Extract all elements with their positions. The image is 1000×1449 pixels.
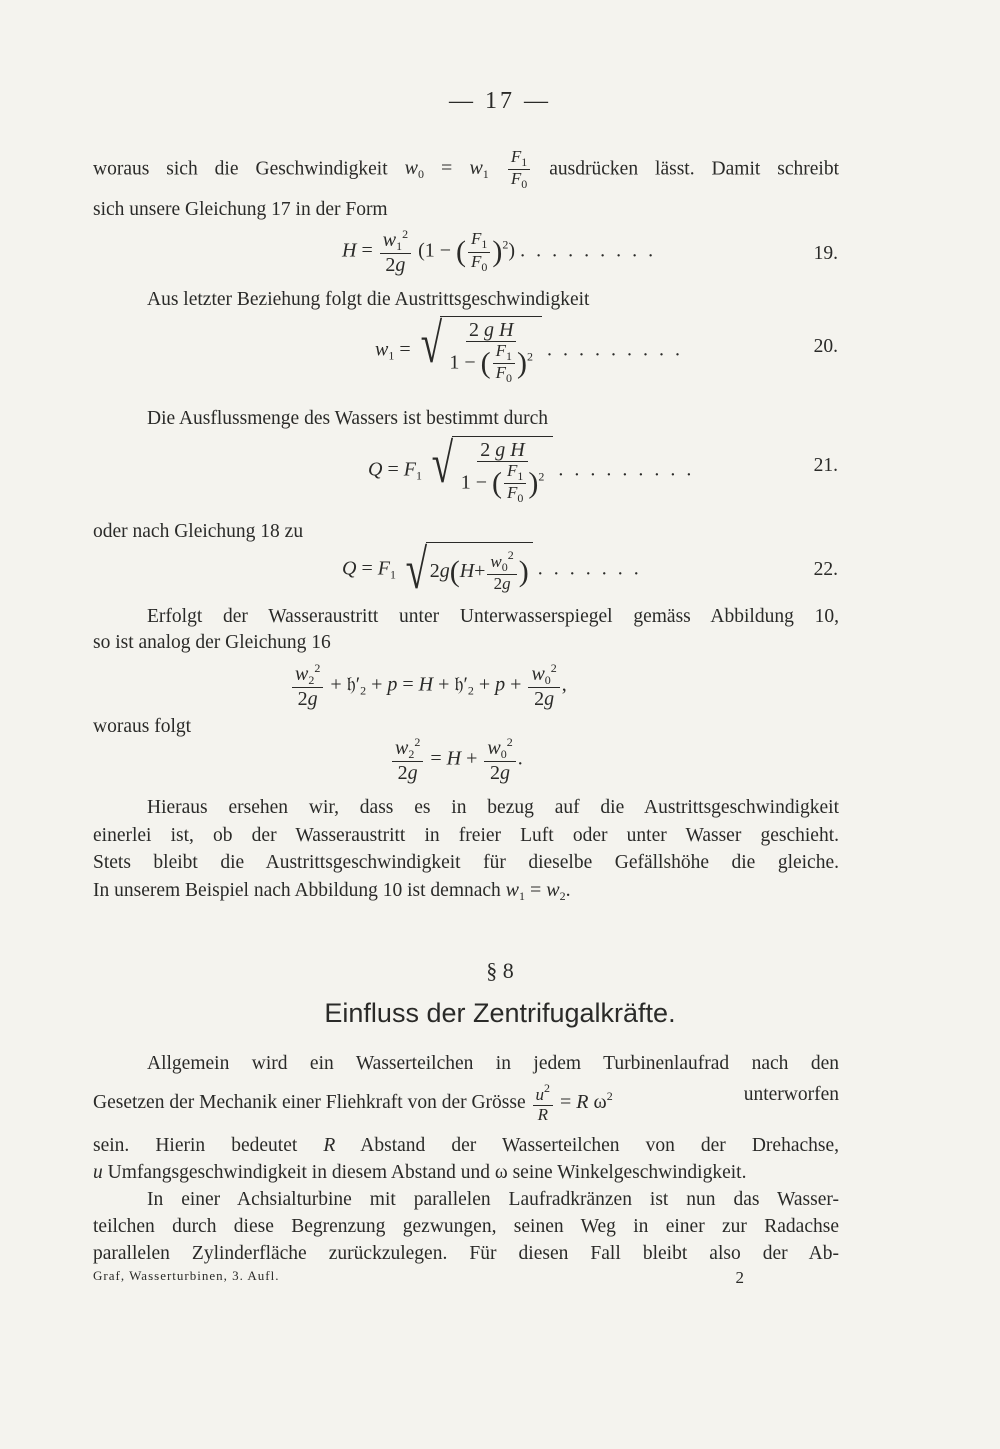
paragraph-line-1: Hieraus ersehen wir, dass es in bezug auf die Austrittsgeschwindigkeit (147, 797, 839, 818)
section-text-line-2 (93, 1082, 839, 1124)
section-text-3a: sein. Hierin bedeutet (93, 1135, 298, 1156)
equation-19: H = $\frac{w_1^2}{2g}$ (1 − ( $\frac{F_1}{F_0}$ )$^2$) ......... (342, 227, 665, 277)
section-text-line-7: parallelen Zylinderfläche zurückzulegen. Für diesen Fall bleibt also der Ab- (93, 1243, 839, 1264)
text-line-8: woraus folgt (93, 716, 192, 737)
footer-signature-mark: 2 (735, 1268, 745, 1287)
equation-20: $w_1$ = √ 2 g H 1 − ( $\frac{F_1}{F_0}$ )$^2$ ......... (375, 313, 692, 386)
paragraph-line-4-text: In unserem Beispiel nach Abbildung 10 ist demnach (93, 880, 501, 901)
equation-number-20: 20. (813, 336, 838, 357)
text-line-7: so ist analog der Gleichung 16 (93, 632, 331, 653)
equation-number-19: 19. (813, 243, 838, 264)
equation-result: $\frac{w_2^2}{2g}$ = H + $\frac{w_0^2}{2g}$ . (390, 736, 523, 784)
text-1b: ausdrücken lässt. Damit schreibt (549, 158, 840, 180)
equation-bernoulli: $\frac{w_2^2}{2g}$ + $𝔥'_2 + p = H$ + $𝔥'_2 + p$ + $\frac{w_0^2}{2g}$ , (290, 662, 567, 710)
section-heading: Einfluss der Zentrifugalkräfte. (324, 998, 676, 1028)
paragraph-line-3: Stets bleibt die Austrittsgeschwindigkeit für dieselbe Gefällshöhe die gleiche. (93, 852, 839, 873)
paragraph-line-2: einerlei ist, ob der Wasseraustritt in freier Luft oder unter Wasser geschieht. (93, 825, 839, 846)
inline-formula-w0: $w_0 = w_1$ $\frac{F_1}{F_0}$ (405, 157, 533, 179)
footer-citation: Graf, Wasserturbinen, 3. Aufl. (93, 1268, 280, 1283)
section-text-2a: Gesetzen der Mechanik einer Fliehkraft von der Grösse (93, 1091, 526, 1113)
equation-22: $Q = F_1$ √ 2 g ( H + $\frac{w_0^2}{2g}$ ) ....... (342, 539, 650, 601)
section-text-line-6: teilchen durch diese Begrenzung gezwungen, seinen Weg in einer zur Radachse (93, 1216, 839, 1237)
text-line-2: sich unsere Gleichung 17 in der Form (93, 199, 388, 220)
text-line-4: Die Ausflussmenge des Wassers ist bestimmt durch (147, 408, 549, 429)
equation-number-22: 22. (813, 559, 838, 580)
equation-21: $Q = F_1$ √ 2 g H 1 − ( $\frac{F_1}{F_0}$ )$^2$ ......... (368, 433, 703, 506)
equation-number-21: 21. (813, 455, 838, 476)
section-text-line-1: Allgemein wird ein Wasserteilchen in jedem Turbinenlaufrad nach den (147, 1053, 839, 1074)
paragraph-line-4 (93, 877, 839, 909)
inline-formula-w1-w2: $w_1 = w_2$. (505, 879, 571, 903)
text-line-1 (93, 148, 839, 191)
section-text-4: Umfangsgeschwindigkeit in diesem Abstand und ω seine Winkelgeschwindigkeit. (107, 1162, 747, 1183)
section-number: § 8 (486, 958, 514, 983)
inline-formula-centrifugal: $\frac{u^2}{R}$ = R $\omega^2$ (531, 1091, 613, 1113)
text-line-5: oder nach Gleichung 18 zu (93, 521, 304, 542)
section-text-3b: Abstand der Wasserteilchen von der Drehachse, (360, 1135, 840, 1156)
page-number: — 17 — (449, 88, 551, 114)
section-text-line-3: sein. Hierin bedeutet R Abstand der Wasserteilchen von der Drehachse, (93, 1135, 840, 1156)
text-line-6: Erfolgt der Wasseraustritt unter Unterwasserspiegel gemäss Abbildung 10, (147, 606, 839, 627)
section-text-line-4: u Umfangsgeschwindigkeit in diesem Abstand und ω seine Winkelgeschwindigkeit. (93, 1162, 747, 1183)
text-line-3: Aus letzter Beziehung folgt die Austrittsgeschwindigkeit (147, 289, 590, 310)
text-1a: woraus sich die Geschwindigkeit (93, 158, 388, 180)
section-text-2b: unterworfen (743, 1084, 839, 1105)
section-text-line-5: In einer Achsialturbine mit parallelen Laufradkränzen ist nun das Wasser- (147, 1189, 839, 1210)
page-footer (93, 1268, 745, 1288)
